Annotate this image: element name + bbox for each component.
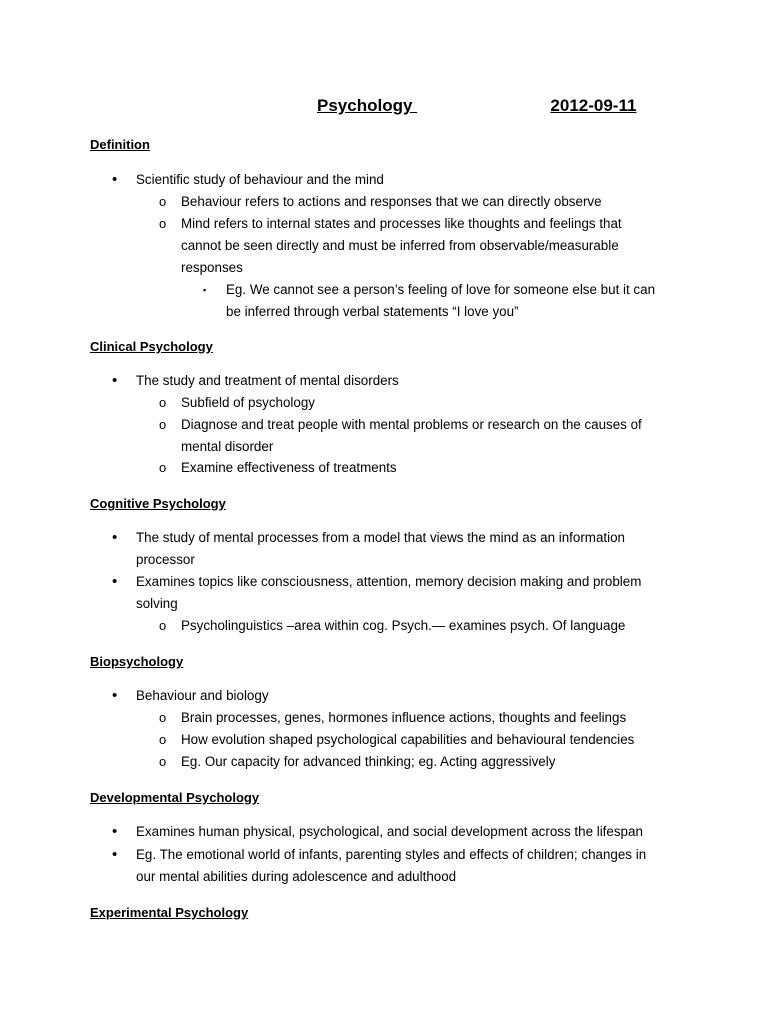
heading-definition: Definition [90, 137, 150, 152]
circle-marker: o [159, 732, 167, 747]
cognitive-line-5: Psycholinguistics –area within cog. Psych.— examines psych. Of language [181, 618, 626, 633]
clinical-line-4: mental disorder [181, 439, 274, 454]
circle-marker: o [159, 710, 167, 725]
bullet-marker: • [112, 823, 118, 840]
heading-clinical: Clinical Psychology [90, 339, 213, 354]
bullet-marker: • [112, 687, 118, 704]
bullet-marker: • [112, 573, 118, 590]
circle-marker: o [159, 395, 167, 410]
bio-line-1: Behaviour and biology [136, 688, 269, 703]
developmental-line-1: Examines human physical, psychological, and social development across the lifespan [136, 824, 643, 839]
definition-line-7: be inferred through verbal statements “I love you” [226, 304, 519, 319]
bullet-marker: • [112, 529, 118, 546]
bullet-marker: • [112, 171, 118, 188]
cognitive-line-2: processor [136, 552, 195, 567]
heading-cognitive: Cognitive Psychology [90, 496, 226, 511]
heading-biopsychology: Biopsychology [90, 654, 184, 669]
circle-marker: o [159, 460, 167, 475]
title-text: Psychology [317, 96, 413, 115]
developmental-line-3: our mental abilities during adolescence and adulthood [136, 869, 457, 884]
page-title [317, 96, 636, 116]
definition-line-6: Eg. We cannot see a person’s feeling of love for someone else but it can [226, 282, 656, 297]
circle-marker: o [159, 417, 167, 432]
clinical-line-1: The study and treatment of mental disorders [136, 373, 399, 388]
cognitive-line-1: The study of mental processes from a model that views the mind as an information [136, 530, 625, 545]
clinical-line-3: Diagnose and treat people with mental problems or research on the causes of [181, 417, 642, 432]
cognitive-line-4: solving [136, 596, 178, 611]
circle-marker: o [159, 216, 167, 231]
cognitive-line-3: Examines topics like consciousness, attention, memory decision making and problem [136, 574, 642, 589]
circle-marker: o [159, 754, 167, 769]
circle-marker: o [159, 194, 167, 209]
bio-line-2: Brain processes, genes, hormones influence actions, thoughts and feelings [181, 710, 627, 725]
circle-marker: o [159, 618, 167, 633]
title-date: 2012-09-11 [550, 96, 637, 115]
bullet-marker: • [112, 846, 118, 863]
heading-experimental: Experimental Psychology [90, 905, 249, 920]
definition-line-5: responses [181, 260, 243, 275]
bullet-marker: • [112, 372, 118, 389]
definition-line-4: cannot be seen directly and must be inferred from observable/measurable [181, 238, 619, 253]
bio-line-4: Eg. Our capacity for advanced thinking; eg. Acting aggressively [181, 754, 556, 769]
heading-developmental: Developmental Psychology [90, 790, 260, 805]
title-spacer [412, 96, 550, 116]
bio-line-3: How evolution shaped psychological capabilities and behavioural tendencies [181, 732, 635, 747]
developmental-line-2: Eg. The emotional world of infants, parenting styles and effects of children; changes in [136, 847, 647, 862]
clinical-line-2: Subfield of psychology [181, 395, 315, 410]
definition-line-3: Mind refers to internal states and processes like thoughts and feelings that [181, 216, 622, 231]
definition-line-1: Scientific study of behaviour and the mind [136, 172, 384, 187]
square-marker: ▪ [203, 285, 207, 295]
definition-line-2: Behaviour refers to actions and responses that we can directly observe [181, 194, 602, 209]
clinical-line-5: Examine effectiveness of treatments [181, 460, 397, 475]
